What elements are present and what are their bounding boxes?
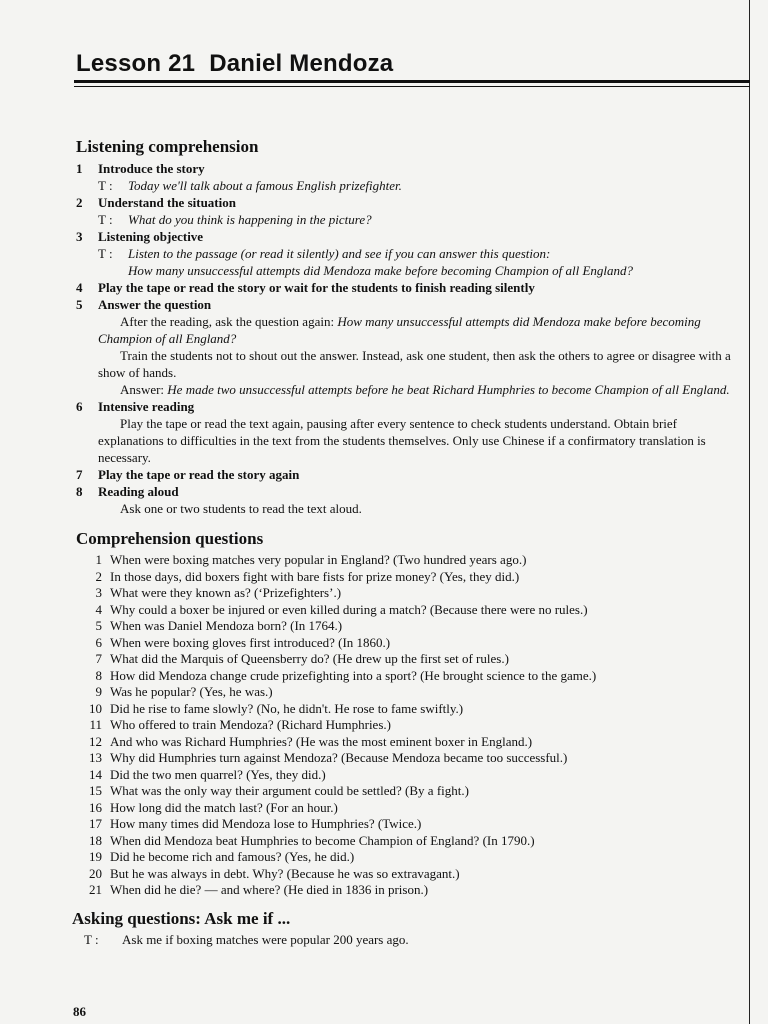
paragraph-text: Play the tape or read the text again, pausing after every sentence to check students understand. Obtain brief explanations to difficulties in the text from the students themselves. Only use Chinese if a confirmatory translation is necessary. [98, 416, 706, 465]
step-5 [76, 296, 742, 398]
question-item [76, 602, 742, 619]
step-number: 5 [76, 297, 83, 312]
teacher-label: T [98, 246, 106, 261]
step-number: 8 [76, 484, 83, 499]
question-text: Was he popular? (Yes, he was.) [110, 684, 273, 699]
question-text: When did he die? — and where? (He died in 1836 in prison.) [110, 882, 429, 897]
step-title: Reading aloud [98, 484, 179, 499]
question-item [76, 882, 742, 899]
question-item [76, 684, 742, 701]
question-text: How long did the match last? (For an hour.) [110, 799, 338, 815]
question-number: 12 [89, 733, 102, 749]
question-number: 9 [95, 684, 102, 699]
question-item [76, 767, 742, 784]
question-text: But he was always in debt. Why? (Because he was so extravagant.) [110, 865, 460, 881]
question-number: 4 [95, 601, 102, 617]
question-number: 10 [89, 700, 102, 716]
question-text: What was the only way their argument could be settled? (By a fight.) [110, 783, 469, 798]
teacher-line: What do you think is happening in the picture? [128, 212, 372, 227]
question-text: Who offered to train Mendoza? (Richard Humphries.) [110, 717, 391, 732]
question-item [76, 585, 742, 602]
question-item [76, 849, 742, 866]
lesson-label: Lesson 21 [76, 50, 196, 77]
question-text: How did Mendoza change crude prizefighting into a sport? (He brought science to the game.) [110, 667, 597, 683]
comprehension-heading: Comprehension questions [76, 529, 264, 548]
question-number: 17 [89, 816, 102, 831]
comprehension-section [76, 529, 742, 899]
question-item [76, 800, 742, 817]
question-number: 21 [89, 882, 102, 897]
lesson-title [76, 50, 393, 78]
teacher-line: Listen to the passage (or read it silently) and see if you can answer this question: [128, 246, 551, 261]
step-8 [76, 483, 742, 517]
page-number: 86 [73, 1004, 86, 1019]
answer-text: He made two unsuccessful attempts before he beat Richard Humphries to become Champion of all England. [167, 382, 730, 397]
question-list [76, 552, 742, 899]
lesson-content [72, 137, 742, 948]
step-2: 2 Understand the situation T : What do you think is happening in the picture? [76, 195, 372, 227]
listening-section [76, 137, 742, 517]
question-number: 1 [95, 552, 102, 567]
step-title: Answer the question [98, 297, 212, 312]
question-number: 8 [95, 667, 102, 683]
question-number: 5 [95, 618, 102, 633]
teacher-label: T [84, 931, 92, 947]
step-number: 7 [76, 467, 83, 482]
question-item [76, 816, 742, 833]
question-item [76, 635, 742, 652]
step-number: 6 [76, 399, 83, 414]
question-text: Did he become rich and famous? (Yes, he did.) [110, 849, 355, 864]
question-item [76, 783, 742, 800]
question-number: 3 [95, 585, 102, 600]
title-rule-thick [74, 80, 750, 83]
step-title: Introduce the story [98, 161, 205, 176]
step-number: 1 [76, 161, 83, 176]
question-text: What were they known as? (‘Prizefighters’.) [110, 585, 342, 600]
question-text: How many times did Mendoza lose to Humphries? (Twice.) [110, 816, 422, 831]
answer-label: Answer: [120, 382, 168, 397]
step-4 [76, 279, 742, 296]
question-number: 11 [89, 717, 102, 732]
question-item [76, 866, 742, 883]
question-number: 20 [89, 865, 102, 881]
step-7 [76, 466, 742, 483]
paragraph-text: Train the students not to shout out the answer. Instead, ask one student, then ask the others to agree or disagree with a show of hands. [98, 348, 731, 380]
question-text: When were boxing gloves first introduced? (In 1860.) [110, 634, 391, 650]
question-item [76, 552, 742, 569]
step-title: Play the tape or read the story again [98, 467, 300, 482]
step-1: 1 Introduce the story T : Today we'll talk about a famous English prizefighter. [76, 161, 402, 193]
question-item [76, 734, 742, 751]
question-item [76, 618, 742, 635]
question-number: 13 [89, 750, 102, 765]
step-6 [76, 398, 742, 466]
paragraph-italic: How many unsuccessful attempts did Mendoza make before becoming Champion of all England? [98, 314, 701, 346]
step-title: Intensive reading [98, 399, 195, 414]
question-item [76, 717, 742, 734]
teacher-label: T [98, 212, 106, 227]
step-title: Play the tape or read the story or wait for the students to finish reading silently [98, 280, 535, 295]
step-number: 2 [76, 195, 83, 210]
question-number: 18 [89, 832, 102, 848]
question-number: 6 [95, 634, 102, 650]
question-item [76, 833, 742, 850]
question-text: In those days, did boxers fight with bare fists for prize money? (Yes, they did.) [110, 568, 520, 584]
step-number: 4 [76, 280, 83, 295]
step-title: Listening objective [98, 229, 204, 244]
question-number: 14 [89, 766, 102, 782]
step-number: 3 [76, 229, 83, 244]
question-item [76, 651, 742, 668]
question-text: What did the Marquis of Queensberry do? (He drew up the first set of rules.) [110, 651, 509, 666]
question-text: When did Mendoza beat Humphries to become Champion of England? (In 1790.) [110, 832, 535, 848]
question-number: 19 [89, 849, 102, 864]
teacher-line: Ask me if boxing matches were popular 200 years ago. [122, 931, 409, 947]
title-rule-thin [74, 86, 750, 87]
paragraph-text: After the reading, ask the question again: [120, 314, 338, 329]
question-number: 15 [89, 783, 102, 798]
teacher-line: Today we'll talk about a famous English prizefighter. [128, 178, 402, 193]
asking-section: Asking questions: Ask me if ... T : Ask me if boxing matches were popular 200 years ago. [76, 909, 742, 948]
question-number: 16 [89, 799, 102, 815]
listening-heading: Listening comprehension [76, 137, 259, 156]
question-item [76, 569, 742, 586]
question-text: Did the two men quarrel? (Yes, they did.) [110, 766, 326, 782]
paragraph-text: Ask one or two students to read the text aloud. [120, 501, 362, 516]
question-item [76, 701, 742, 718]
lesson-name: Daniel Mendoza [209, 50, 394, 77]
question-item [76, 668, 742, 685]
teacher-label: T [98, 178, 106, 193]
question-text: And who was Richard Humphries? (He was the most eminent boxer in England.) [110, 733, 533, 749]
question-number: 7 [95, 651, 102, 666]
question-text: Why did Humphries turn against Mendoza? (Because Mendoza became too successful.) [110, 750, 568, 765]
question-text: When were boxing matches very popular in England? (Two hundred years ago.) [110, 552, 527, 567]
question-text: Why could a boxer be injured or even killed during a match? (Because there were no rules.) [110, 601, 588, 617]
objective-question: How many unsuccessful attempts did Mendoza make before becoming Champion of all England? [128, 263, 634, 278]
step-title: Understand the situation [98, 195, 236, 210]
step-3: 3 Listening objective T : Listen to the passage (or read it silently) and see if you can answer this question: How many unsuccessful attempts did Mendoza make before becoming Champion of all England? [76, 228, 742, 279]
page-edge-line [749, 0, 750, 1024]
question-text: Did he rise to fame slowly? (No, he didn't. He rose to fame swiftly.) [110, 700, 464, 716]
question-item [76, 750, 742, 767]
asking-heading: Asking questions: Ask me if ... [72, 908, 291, 928]
question-number: 2 [95, 568, 102, 584]
question-text: When was Daniel Mendoza born? (In 1764.) [110, 618, 343, 633]
